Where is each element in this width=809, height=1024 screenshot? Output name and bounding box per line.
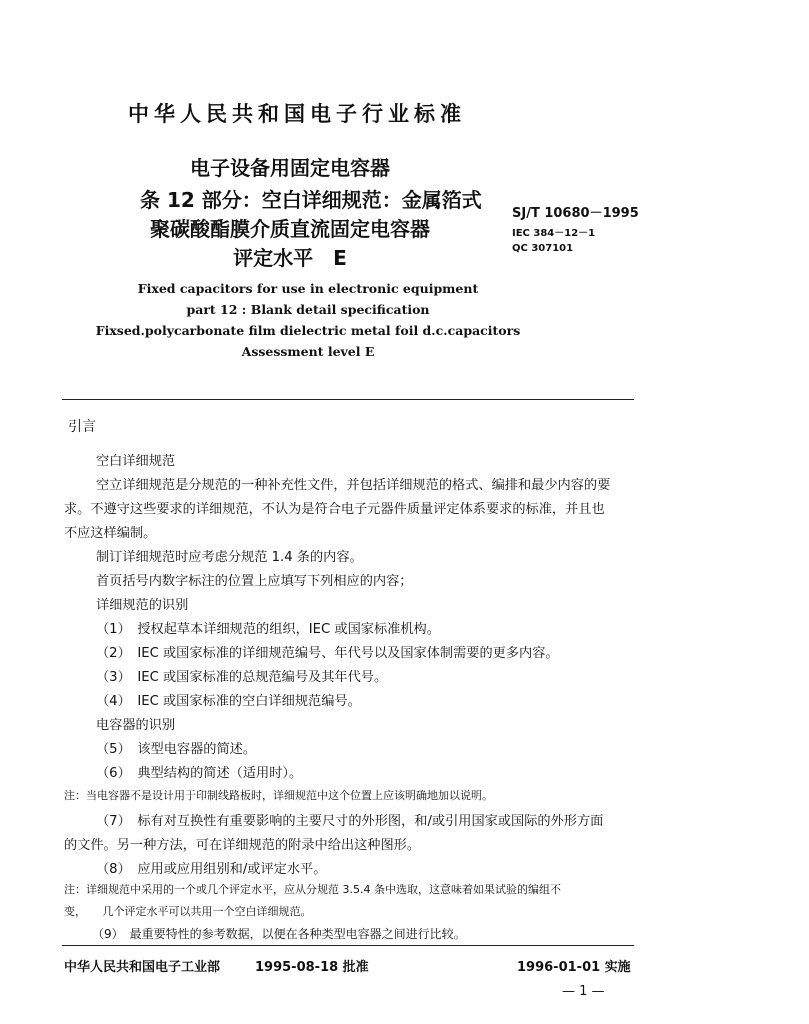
footer-effective-date: 1996-01-01 实施	[517, 960, 631, 975]
title-en-line-1: Fixed capacitors for use in electronic equipment	[137, 281, 479, 296]
footer-divider	[62, 945, 634, 946]
body-line: （1） 授权起草本详细规范的组织，IEC 或国家标准机构。	[96, 622, 440, 637]
standard-code: SJ/T 10680－1995	[512, 206, 639, 221]
body-line: 的文件。另一种方法，可在详细规范的附录中给出这种图形。	[64, 838, 421, 853]
footer-approved-date: 1995-08-18 批准	[255, 960, 369, 975]
note-line: 变， 几个评定水平可以共用一个空白详细规范。	[64, 905, 312, 918]
body-line: （4） IEC 或国家标准的空白详细规范编号。	[96, 694, 361, 709]
title-cn-line-1: 电子设备用固定电容器	[190, 156, 390, 180]
page-number: — 1 —	[562, 984, 605, 999]
footer-issuer: 中华人民共和国电子工业部	[64, 960, 221, 975]
qc-code: QC 307101	[512, 243, 574, 254]
body-line: 求。不遵守这些要求的详细规范，不认为是符合电子元器件质量评定体系要求的标准，并且也	[64, 502, 605, 517]
note-line: 注：详细规范中采用的一个或几个评定水平，应从分规范 3.5.4 条中选取，这意味着如果试验的编组不	[64, 883, 561, 896]
title-cn-line-3: 聚碳酸酯膜介质直流固定电容器	[150, 217, 430, 241]
title-cn-line-2: 条 12 部分：空白详细规范：金属箔式	[140, 188, 482, 212]
top-divider	[62, 399, 634, 400]
standard-header: 中华人民共和国电子行业标准	[128, 101, 466, 126]
body-line: （2） IEC 或国家标准的详细规范编号、年代号以及国家体制需要的更多内容。	[96, 646, 559, 661]
body-line: 首页括号内数字标注的位置上应填写下列相应的内容；	[96, 574, 413, 589]
body-line: （6） 典型结构的简述（适用时）。	[96, 766, 303, 781]
body-line: （7） 标有对互换性有重要影响的主要尺寸的外形图，和/或引用国家或国际的外形方面	[96, 814, 604, 829]
body-line: 不应这样编制。	[64, 526, 157, 541]
body-line: 详细规范的识别	[96, 598, 189, 613]
title-en-line-2: part 12 : Blank detail specification	[186, 302, 430, 317]
title-en-line-3: Fixsed.polycarbonate film dielectric metal foil d.c.capacitors	[95, 323, 521, 338]
body-line: （9） 最重要特性的参考数据，以便在各种类型电容器之间进行比较。	[92, 927, 466, 941]
iec-code: IEC 384－12－1	[512, 228, 596, 239]
section-title: 引言	[68, 419, 96, 435]
body-line: （3） IEC 或国家标准的总规范编号及其年代号。	[96, 670, 388, 685]
title-en-line-4: Assessment level E	[241, 344, 375, 359]
note-line: 注：当电容器不是设计用于印制线路板时，详细规范中这个位置上应该明确地加以说明。	[64, 789, 493, 802]
body-line: 电容器的识别	[96, 718, 176, 733]
body-line: （5） 该型电容器的简述。	[96, 742, 257, 757]
body-line: （8） 应用或应用组别和/或评定水平。	[96, 862, 327, 877]
title-cn-line-4: 评定水平 E	[233, 246, 347, 270]
body-line: 空白详细规范	[96, 454, 176, 469]
body-line: 空立详细规范是分规范的一种补充性文件，并包括详细规范的格式、编排和最少内容的要	[96, 478, 611, 493]
body-line: 制订详细规范时应考虑分规范 1.4 条的内容。	[96, 550, 363, 565]
